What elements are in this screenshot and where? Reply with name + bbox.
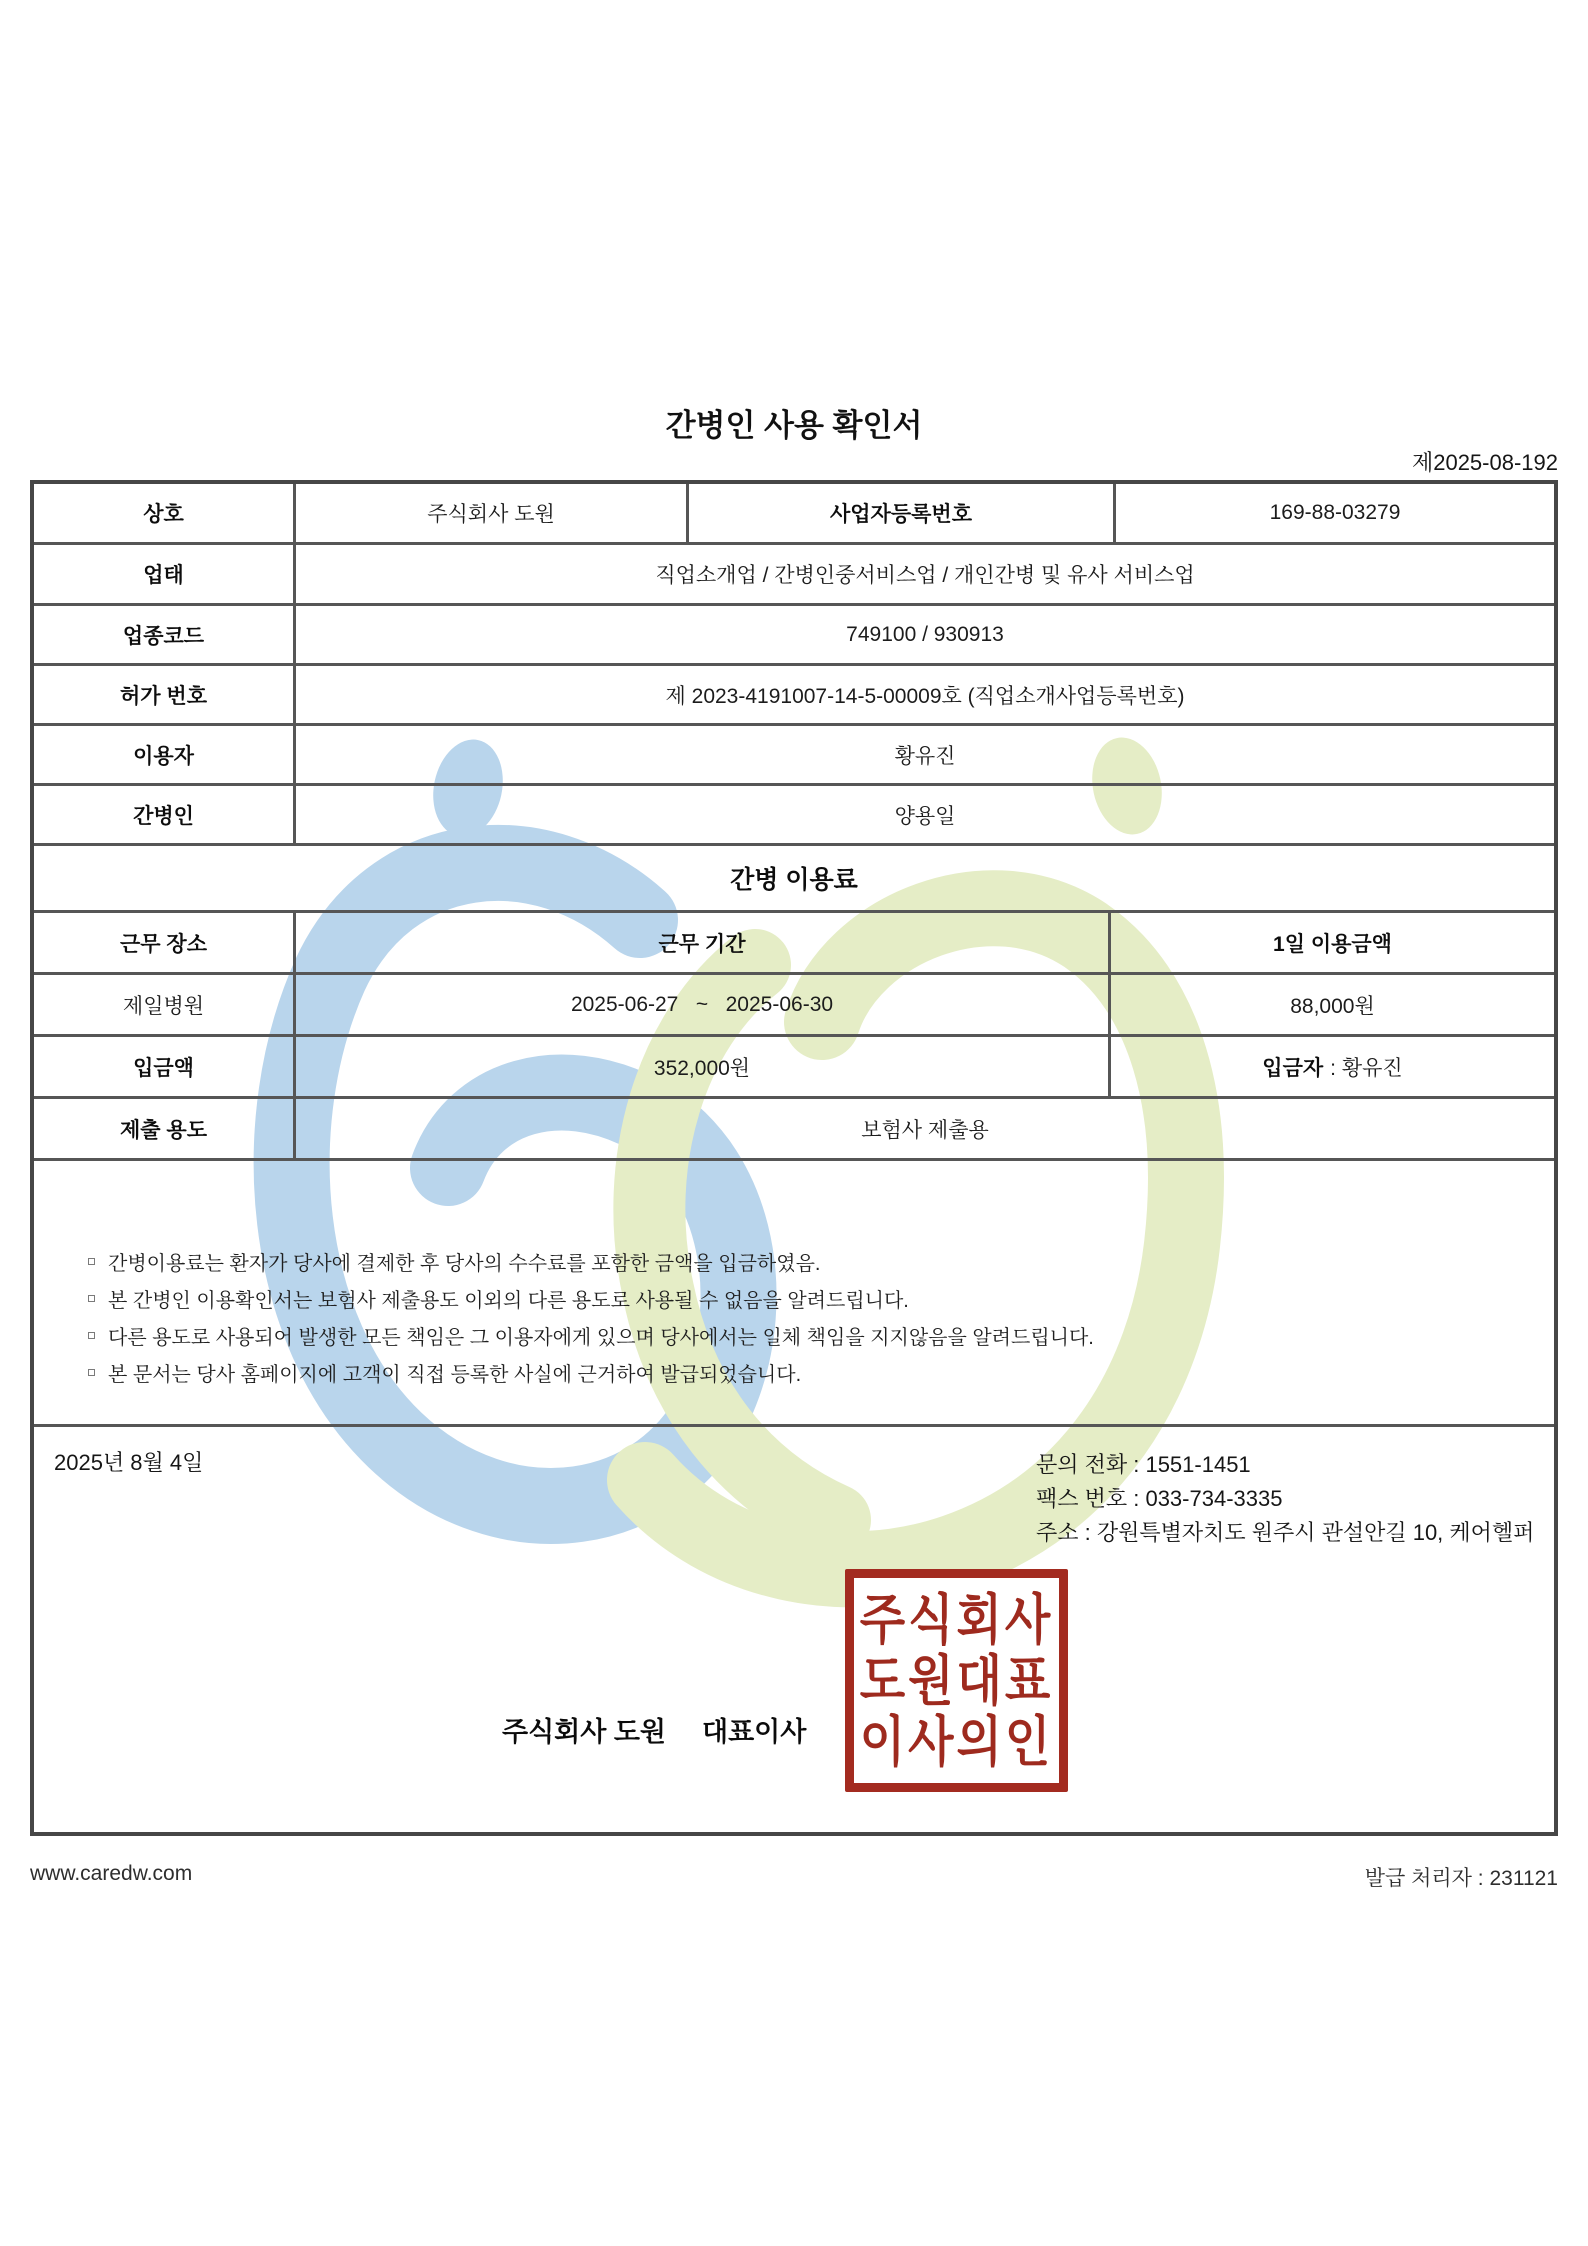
work-period-header: 근무 기간 [296,913,1111,972]
table-row-business-type [34,545,1554,606]
caregiver-label: 간병인 [34,786,296,843]
seal-text-line: 도원대표 [859,1649,1054,1712]
caregiver-value: 양용일 [894,804,956,828]
fee-section-title: 간병 이용료 [34,846,1554,913]
work-period-value: 2025-06-27 ~ 2025-06-30 [296,975,1111,1034]
bizno-label: 사업자등록번호 [689,484,1116,542]
industry-code-value: 749100 / 930913 [846,622,1004,646]
table-row-user [34,726,1554,786]
deposit-label: 입금액 [34,1037,296,1096]
note-text: 본 문서는 당사 홈페이지에 고객이 직접 등록한 사실에 근거하여 발급되었습니다. [108,1364,802,1386]
square-bullet-icon [88,1295,95,1302]
deposit-amount: 352,000원 [296,1037,1111,1096]
business-type-value: 직업소개업 / 간병인중서비스업 / 개인간병 및 유사 서비스업 [655,564,1195,587]
note-line [88,1280,1554,1317]
business-type-label: 업태 [34,545,296,603]
notes-box [34,1161,1554,1427]
seal-text-line: 주식회사 [859,1588,1054,1651]
note-text: 다른 용도로 사용되어 발생한 모든 책임은 그 이용자에게 있으며 당사에서는 일체 책임을 지지않음을 알려드립니다. [108,1327,1094,1349]
fee-data-row [34,975,1554,1037]
table-row-company [34,484,1554,545]
contact-phone: 문의 전화 : 1551-1451 [1036,1452,1251,1477]
company-value: 주식회사 도원 [296,484,689,542]
permit-number-value: 제 2023-4191007-14-5-00009호 (직업소개사업등록번호) [665,684,1185,708]
document-number: 제2025-08-192 [1411,450,1558,475]
bizno-value: 169-88-03279 [1269,501,1401,524]
daily-fee-header: 1일 이용금액 [1273,932,1392,956]
issue-box [34,1427,1554,1832]
purpose-row [34,1099,1554,1161]
daily-fee-value: 88,000원 [1290,994,1375,1018]
note-text: 간병이용료는 환자가 당사에 결제한 후 당사의 수수료를 포함한 금액을 입금하였음. [108,1253,821,1275]
table-row-caregiver [34,786,1554,846]
page-title: 간병인 사용 확인서 [665,408,923,443]
contact-block [1036,1448,1534,1550]
certificate-table [30,480,1558,1836]
contact-fax: 팩스 번호 : 033-734-3335 [1036,1486,1283,1511]
issuer-id: 발급 처리자 : 231121 [1364,1867,1558,1890]
purpose-value: 보험사 제출용 [861,1118,989,1142]
square-bullet-icon [88,1369,95,1376]
industry-code-label: 업종코드 [34,606,296,663]
signature-company: 주식회사 도원 [502,1717,666,1747]
deposit-row [34,1037,1554,1099]
depositor-label: 입금자 [1262,1056,1324,1080]
purpose-label: 제출 용도 [34,1099,296,1158]
contact-address: 주소 : 강원특별자치도 원주시 관설안길 10, 케어헬퍼 [1036,1520,1535,1545]
note-line [88,1317,1554,1354]
signature-line [502,1710,806,1749]
permit-number-label: 허가 번호 [34,666,296,723]
issue-date: 2025년 8월 4일 [54,1450,204,1475]
seal-text-line: 이사의인 [859,1710,1054,1773]
company-label: 상호 [34,484,296,542]
depositor-cell [1111,1037,1554,1096]
square-bullet-icon [88,1258,95,1265]
work-place-header: 근무 장소 [34,913,296,972]
fee-header-row [34,913,1554,975]
note-text: 본 간병인 이용확인서는 보험사 제출용도 이외의 다른 용도로 사용될 수 없음을 알려드립니다. [108,1290,909,1312]
table-row-industry-code [34,606,1554,666]
website-url: www.caredw.com [30,1862,193,1885]
depositor-name: : 황유진 [1330,1056,1403,1080]
note-line [88,1243,1554,1280]
table-row-permit-number [34,666,1554,726]
square-bullet-icon [88,1332,95,1339]
user-value: 황유진 [894,744,956,768]
note-line [88,1354,1554,1391]
user-label: 이용자 [34,726,296,783]
signature-ceo: 대표이사 [702,1717,807,1747]
work-place-value: 제일병원 [34,975,296,1034]
corporate-seal-stamp [845,1569,1068,1792]
